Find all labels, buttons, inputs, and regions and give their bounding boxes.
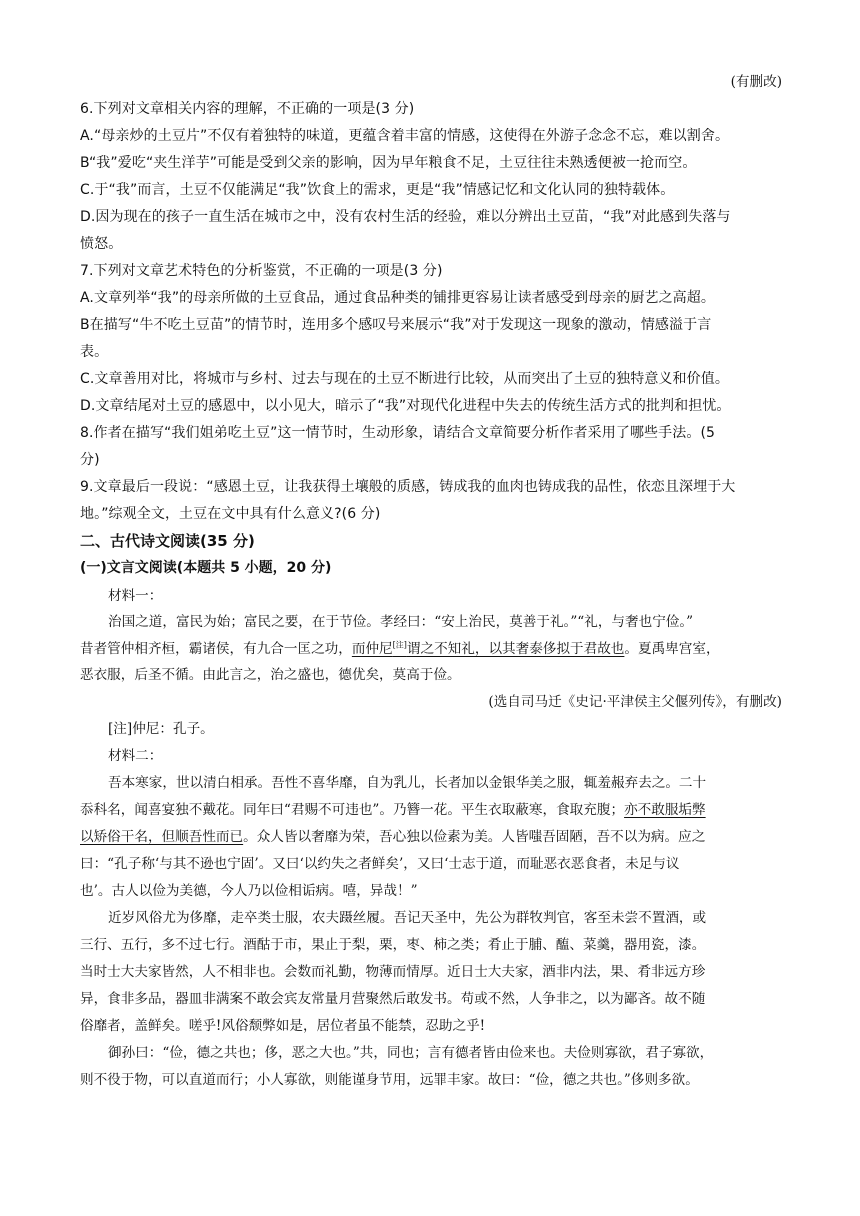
material-2-p2-line-5: 俗靡者，盖鲜矣。嗟乎!风俗颓弊如是，居位者虽不能禁，忍助之乎!	[80, 1018, 486, 1034]
top-note: (有删改)	[730, 74, 782, 90]
material-2-p2-line-1: 近岁风俗尤为侈靡，走卒类士服，农夫蹑丝履。吾记天圣中，先公为群牧判官，客至未尝不置酒，或	[108, 910, 707, 926]
material-1-line-3: 恶衣服，后圣不循。由此言之，治之盛也，德优矣，莫高于俭。	[80, 667, 461, 683]
material-2-p1-line-1: 吾本寒家，世以清白相承。吾性不喜华靡，自为乳儿，长者加以金银华美之服，辄羞赧弃去之。二十	[108, 775, 707, 791]
material-2-p3-line-1: 御孙曰：“俭，德之共也；侈，恶之大也。”共，同也；言有德者皆由俭来也。夫俭则寡欲，君子寡欲，	[108, 1045, 714, 1061]
question-7-option-c: C.文章善用对比，将城市与乡村、过去与现在的土豆不断进行比较，从而突出了土豆的独特意义和价值。	[80, 371, 729, 387]
material-1-line-2: 昔者管仲相齐桓，霸诸侯，有九合一匡之功，而仲尼[注]谓之不知礼，以其奢泰侈拟于君故也。夏禹卑宫室，	[80, 640, 720, 657]
question-8: 8.作者在描写“我们姐弟吃土豆”这一情节时，生动形象，请结合文章简要分析作者采用了哪些手法。(5	[80, 425, 716, 441]
material-2-label: 材料二：	[108, 748, 163, 764]
question-6-option-a: A.“母亲炒的土豆片”不仅有着独特的味道，更蕴含着丰富的情感，这使得在外游子念念不忘，难以割舍。	[80, 128, 730, 144]
question-6-option-d: D.因为现在的孩子一直生活在城市之中，没有农村生活的经验，难以分辨出土豆苗，“我”对此感到失落与	[80, 209, 731, 225]
question-6-stem: 6.下列对文章相关内容的理解，不正确的一项是(3 分)	[80, 101, 415, 117]
question-9-cont: 地。”综观全文，土豆在文中具有什么意义?(6 分)	[80, 506, 381, 522]
underlined-sentence-1: 而仲尼[注]谓之不知礼，以其奢泰侈拟于君故也	[351, 640, 625, 657]
material-2-p2-line-3: 当时士大夫家皆然，人不相非也。会数而礼勤，物薄而情厚。近日士大夫家，酒非内法，果、肴非远方珍	[80, 964, 706, 980]
material-1-label: 材料一：	[108, 588, 163, 604]
question-6-option-d-cont: 愤怒。	[80, 236, 123, 252]
section-title: 二、古代诗文阅读(35 分)	[80, 532, 255, 550]
material-1-line-1: 治国之道，富民为始；富民之要，在于节俭。孝经曰：“安上治民，莫善于礼。”“礼，与奢也宁俭。”	[108, 614, 694, 630]
question-6-option-c: C.于“我”而言，土豆不仅能满足“我”饮食上的需求，更是“我”情感记忆和文化认同的独特载体。	[80, 182, 675, 198]
question-6-option-b: B“我”爱吃“夹生洋芋”可能是受到父亲的影响，因为早年粮食不足，土豆往往未熟透便被一抢而空。	[80, 155, 697, 171]
material-2-p2-line-4: 异，食非多品，器皿非满案不敢会宾友常量月营聚然后敢发书。苟或不然，人争非之，以为鄙吝。故不随	[80, 991, 706, 1007]
question-7-option-d: D.文章结尾对土豆的感恩中，以小见大，暗示了“我”对现代化进程中失去的传统生活方式的批判和担忧。	[80, 398, 731, 414]
material-2-p1-line-4: 曰：“孔子称‘与其不逊也宁固’。又曰‘以约失之者鲜矣’，又曰‘士志于道，而耻恶衣恶食者，未足与议	[80, 856, 680, 872]
material-1-source: (选自司马迁《史记·平津侯主父偃列传》，有删改)	[488, 694, 782, 710]
underlined-sentence-2b: 以矫俗干名，但顺吾性而已	[80, 829, 244, 845]
question-7-stem: 7.下列对文章艺术特色的分析鉴赏，不正确的一项是(3 分)	[80, 263, 443, 279]
question-7-option-b-cont: 表。	[80, 344, 109, 360]
material-1-line-2-text: 昔者管仲相齐桓，霸诸侯，有九合一匡之功，	[80, 641, 352, 657]
footnote-marker: [注]	[392, 640, 407, 650]
subsection-title: (一)文言文阅读(本题共 5 小题，20 分)	[80, 560, 332, 576]
material-1-note: [注]仲尼：孔子。	[108, 721, 214, 737]
question-9: 9.文章最后一段说：“感恩土豆，让我获得土壤般的质感，铸成我的血肉也铸成我的品性，依恋且深埋于大	[80, 479, 736, 495]
underlined-sentence-2a: 亦不敢服垢弊	[624, 802, 706, 818]
material-2-p1-line-5: 也’。古人以俭为美德，今人乃以俭相诟病。嘻，异哉！”	[80, 883, 418, 899]
question-8-cont: 分)	[80, 452, 100, 468]
question-7-option-b: B在描写“牛不吃土豆苗”的情节时，连用多个感叹号来展示“我”对于发现这一现象的激动，情感溢于言	[80, 317, 712, 333]
material-2-p1-line-3: 以矫俗干名，但顺吾性而已。众人皆以奢靡为荣，吾心独以俭素为美。人皆嗤吾固陋，吾不以为病。应之	[80, 829, 706, 845]
question-7-option-a: A.文章列举“我”的母亲所做的土豆食品，通过食品种类的铺排更容易让读者感受到母亲的厨艺之高超。	[80, 290, 715, 306]
material-2-p3-line-2: 则不役于物，可以直道而行；小人寡欲，则能谨身节用，远罪丰家。故曰：“俭，德之共也。”侈则多欲。	[80, 1072, 699, 1088]
material-2-p2-line-2: 三行、五行，多不过七行。酒酤于市，果止于梨，栗，枣、柿之类；肴止于脯、醢、菜羹，器用瓷，漆。	[80, 937, 706, 953]
material-2-p1-line-2: 忝科名，闻喜宴独不戴花。同年曰“君赐不可违也”。乃簪一花。平生衣取蔽寒，食取充腹；亦不敢服垢弊	[80, 802, 706, 818]
